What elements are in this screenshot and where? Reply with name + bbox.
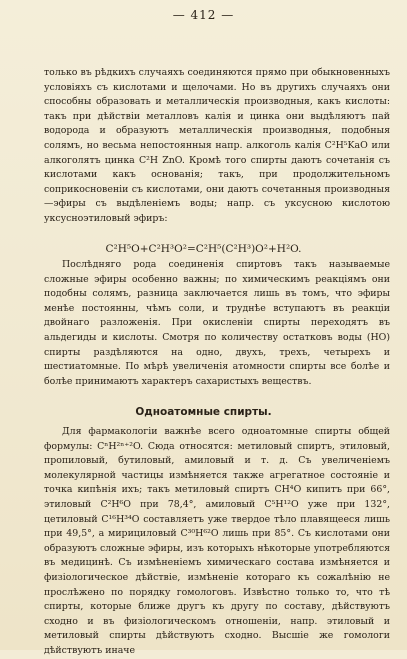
paragraph-esters <box>44 258 390 389</box>
paragraph-monatomic-alcohols <box>44 425 390 659</box>
paragraph-alcohol-derivatives <box>44 66 390 227</box>
ester-formula: C²H⁵O+C²H³O²=C²H⁵(C²H³)O²+H²O. <box>105 243 302 255</box>
paragraph-text: Для фармакологіи важнѣе всего одноатомные спирты общей формулы: CⁿH²ⁿ⁺²O. Сюда относятся: метиловый спиртъ, этиловый, пропиловый, бутиловый, амиловый и т. д. Съ увеличеніемъ молекулярной частицы измѣняется также агрегатное состояніе и точка кипѣнія ихъ; такъ метиловый спиртъ CH⁴O кипитъ при 66°, этиловый C²H⁶O при 78,4°, амиловый C⁵H¹²O уже при 132°, цетиловый C¹⁶H³⁴O составляетъ уже твердое тѣло плавящееся лишь при 49,5°, а мирициловый C³⁰H⁶²O лишь при 85°. Съ кислотами они образуютъ сложные эфиры, изъ которыхъ нѣкоторые употребляются въ медицинѣ. Съ измѣненіемъ химическаго состава измѣняется и физіологическое дѣйствіе, измѣненіе котораго къ сожалѣнію не прослѣжено по порядку гомологовъ. Извѣстно только то, что тѣ спирты, которые ближе другъ къ другу по составу, дѣйствуютъ сходно и въ физіологическомъ отношеніи, напр. этиловый и метиловый спирты дѣйствуютъ сходно. Высшіе же гомологи дѣйствуютъ иначе <box>44 426 390 656</box>
page-number: — 412 — <box>172 8 235 22</box>
section-heading: Одноатомные спирты. <box>135 406 272 418</box>
paragraph-text: Послѣдняго рода соединенія спиртовъ такъ называемые сложные эфиры особенно важны; по химическимъ реакціямъ они подобны солямъ, разница заключается лишь въ томъ, что эфиры менѣе постоянны, чѣмъ соли, и труднѣе вступаютъ въ реакціи двойнаго разложенія. При окисленіи спирты переходятъ въ альдегиды и кислоты. Смотря по количеству остатковъ воды (HO) спирты раздѣляются на одно, двухъ, трехъ, четырехъ и шестиатомные. По мѣрѣ увеличенія атомности спирты все болѣе и болѣе принимаютъ характеръ сахаристыхъ веществъ. <box>44 259 390 387</box>
paragraph-text: только въ рѣдкихъ случаяхъ соединяются прямо при обыкновенныхъ условіяхъ съ кислотами и щелочами. Но въ другихъ случаяхъ они способны образовать и металлическія производныя, какъ кислоты: такъ при дѣйствіи металловъ калія и цинка они выдѣляютъ пай водорода и образуютъ металлическія производныя, подобныя солямъ, но весьма непостоянныя напр. алкоголь калія C²H⁵KaO или алкоголятъ цинка C²H ZnO. Кромѣ того спирты даютъ сочетанія съ кислотами какъ основанія; такъ, при продолжительномъ соприкосновеніи съ кислотами, они даютъ сочетанныя производныя—эфиры съ выдѣленіемъ воды; напр. съ уксусною кислотою уксусноэтиловый эфиръ: <box>44 67 390 224</box>
